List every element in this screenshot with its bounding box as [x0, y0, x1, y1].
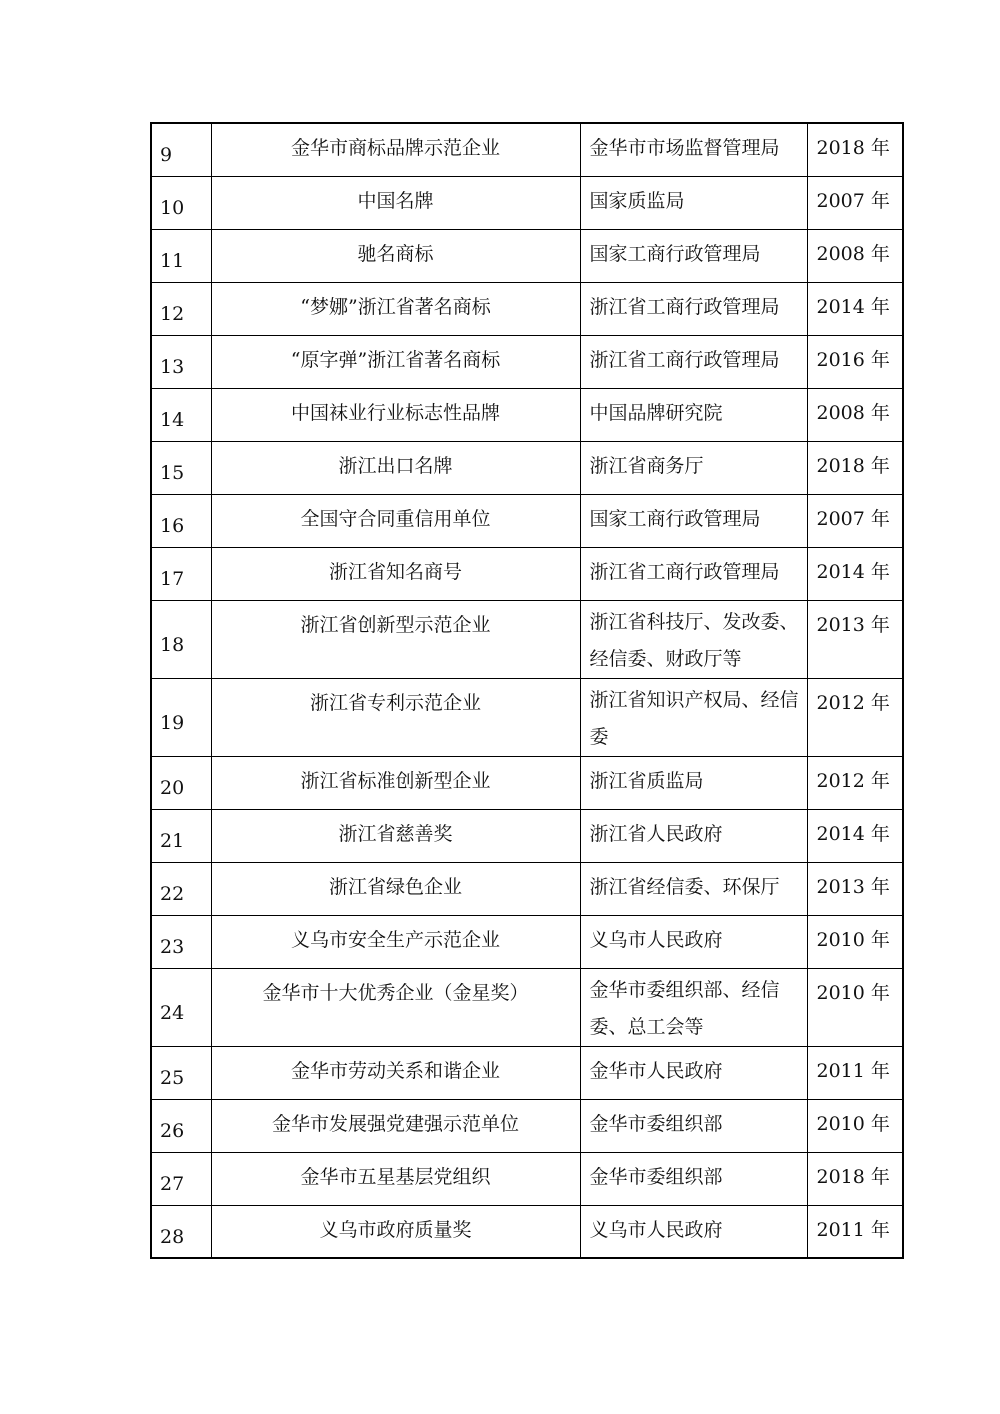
honor-name: “梦娜”浙江省著名商标	[211, 282, 580, 335]
table-row	[151, 1099, 903, 1152]
table-row	[151, 1205, 903, 1258]
award-year: 2013 年	[807, 600, 903, 678]
award-year: 2018 年	[807, 123, 903, 176]
row-number: 26	[151, 1099, 211, 1152]
table-row	[151, 809, 903, 862]
table-row	[151, 1152, 903, 1205]
issuing-authority: 浙江省工商行政管理局	[580, 547, 807, 600]
table-row	[151, 968, 903, 1046]
issuing-authority: 金华市委组织部	[580, 1099, 807, 1152]
table-row	[151, 494, 903, 547]
honor-name: 金华市五星基层党组织	[211, 1152, 580, 1205]
issuing-authority: 中国品牌研究院	[580, 388, 807, 441]
award-year: 2008 年	[807, 229, 903, 282]
table-row	[151, 600, 903, 678]
row-number: 28	[151, 1205, 211, 1258]
award-year: 2011 年	[807, 1046, 903, 1099]
table-row	[151, 229, 903, 282]
table-row	[151, 388, 903, 441]
table-row	[151, 678, 903, 756]
issuing-authority: 浙江省质监局	[580, 756, 807, 809]
award-year: 2010 年	[807, 915, 903, 968]
row-number: 27	[151, 1152, 211, 1205]
issuing-authority: 义乌市人民政府	[580, 1205, 807, 1258]
honor-name: 义乌市政府质量奖	[211, 1205, 580, 1258]
issuing-authority: 浙江省人民政府	[580, 809, 807, 862]
issuing-authority: 金华市委组织部	[580, 1152, 807, 1205]
row-number: 9	[151, 123, 211, 176]
issuing-authority: 国家工商行政管理局	[580, 229, 807, 282]
award-year: 2014 年	[807, 809, 903, 862]
honor-name: 金华市商标品牌示范企业	[211, 123, 580, 176]
award-year: 2016 年	[807, 335, 903, 388]
table-row	[151, 756, 903, 809]
table-row	[151, 862, 903, 915]
table-row	[151, 441, 903, 494]
row-number: 15	[151, 441, 211, 494]
honor-name: 中国袜业行业标志性品牌	[211, 388, 580, 441]
award-year: 2014 年	[807, 547, 903, 600]
issuing-authority: 浙江省工商行政管理局	[580, 335, 807, 388]
row-number: 22	[151, 862, 211, 915]
issuing-authority: 金华市委组织部、经信委、总工会等	[580, 968, 807, 1046]
row-number: 25	[151, 1046, 211, 1099]
honor-name: 浙江省知名商号	[211, 547, 580, 600]
issuing-authority: 浙江省经信委、环保厅	[580, 862, 807, 915]
honors-table-body	[151, 123, 903, 1258]
honor-name: 浙江省绿色企业	[211, 862, 580, 915]
honor-name: 浙江省专利示范企业	[211, 678, 580, 756]
table-row	[151, 176, 903, 229]
honor-name: 浙江省标准创新型企业	[211, 756, 580, 809]
award-year: 2007 年	[807, 176, 903, 229]
award-year: 2010 年	[807, 1099, 903, 1152]
honors-table	[150, 122, 904, 1259]
issuing-authority: 浙江省科技厅、发改委、经信委、财政厅等	[580, 600, 807, 678]
row-number: 24	[151, 968, 211, 1046]
issuing-authority: 金华市人民政府	[580, 1046, 807, 1099]
row-number: 11	[151, 229, 211, 282]
table-row	[151, 123, 903, 176]
award-year: 2008 年	[807, 388, 903, 441]
issuing-authority: 浙江省商务厅	[580, 441, 807, 494]
row-number: 10	[151, 176, 211, 229]
award-year: 2018 年	[807, 1152, 903, 1205]
row-number: 21	[151, 809, 211, 862]
honor-name: 浙江出口名牌	[211, 441, 580, 494]
honor-name: 中国名牌	[211, 176, 580, 229]
award-year: 2012 年	[807, 678, 903, 756]
award-year: 2007 年	[807, 494, 903, 547]
row-number: 19	[151, 678, 211, 756]
issuing-authority: 浙江省工商行政管理局	[580, 282, 807, 335]
honor-name: 驰名商标	[211, 229, 580, 282]
row-number: 16	[151, 494, 211, 547]
award-year: 2010 年	[807, 968, 903, 1046]
row-number: 18	[151, 600, 211, 678]
row-number: 14	[151, 388, 211, 441]
honor-name: “原字弹”浙江省著名商标	[211, 335, 580, 388]
award-year: 2018 年	[807, 441, 903, 494]
honor-name: 金华市劳动关系和谐企业	[211, 1046, 580, 1099]
row-number: 20	[151, 756, 211, 809]
issuing-authority: 浙江省知识产权局、经信委	[580, 678, 807, 756]
honor-name: 浙江省创新型示范企业	[211, 600, 580, 678]
honor-name: 义乌市安全生产示范企业	[211, 915, 580, 968]
issuing-authority: 金华市市场监督管理局	[580, 123, 807, 176]
award-year: 2014 年	[807, 282, 903, 335]
honor-name: 浙江省慈善奖	[211, 809, 580, 862]
table-row	[151, 335, 903, 388]
award-year: 2013 年	[807, 862, 903, 915]
award-year: 2012 年	[807, 756, 903, 809]
issuing-authority: 国家工商行政管理局	[580, 494, 807, 547]
table-row	[151, 282, 903, 335]
honors-table-container	[150, 122, 902, 1259]
issuing-authority: 国家质监局	[580, 176, 807, 229]
honor-name: 全国守合同重信用单位	[211, 494, 580, 547]
row-number: 12	[151, 282, 211, 335]
row-number: 23	[151, 915, 211, 968]
honor-name: 金华市发展强党建强示范单位	[211, 1099, 580, 1152]
row-number: 13	[151, 335, 211, 388]
table-row	[151, 915, 903, 968]
row-number: 17	[151, 547, 211, 600]
issuing-authority: 义乌市人民政府	[580, 915, 807, 968]
table-row	[151, 547, 903, 600]
award-year: 2011 年	[807, 1205, 903, 1258]
table-row	[151, 1046, 903, 1099]
honor-name: 金华市十大优秀企业（金星奖）	[211, 968, 580, 1046]
